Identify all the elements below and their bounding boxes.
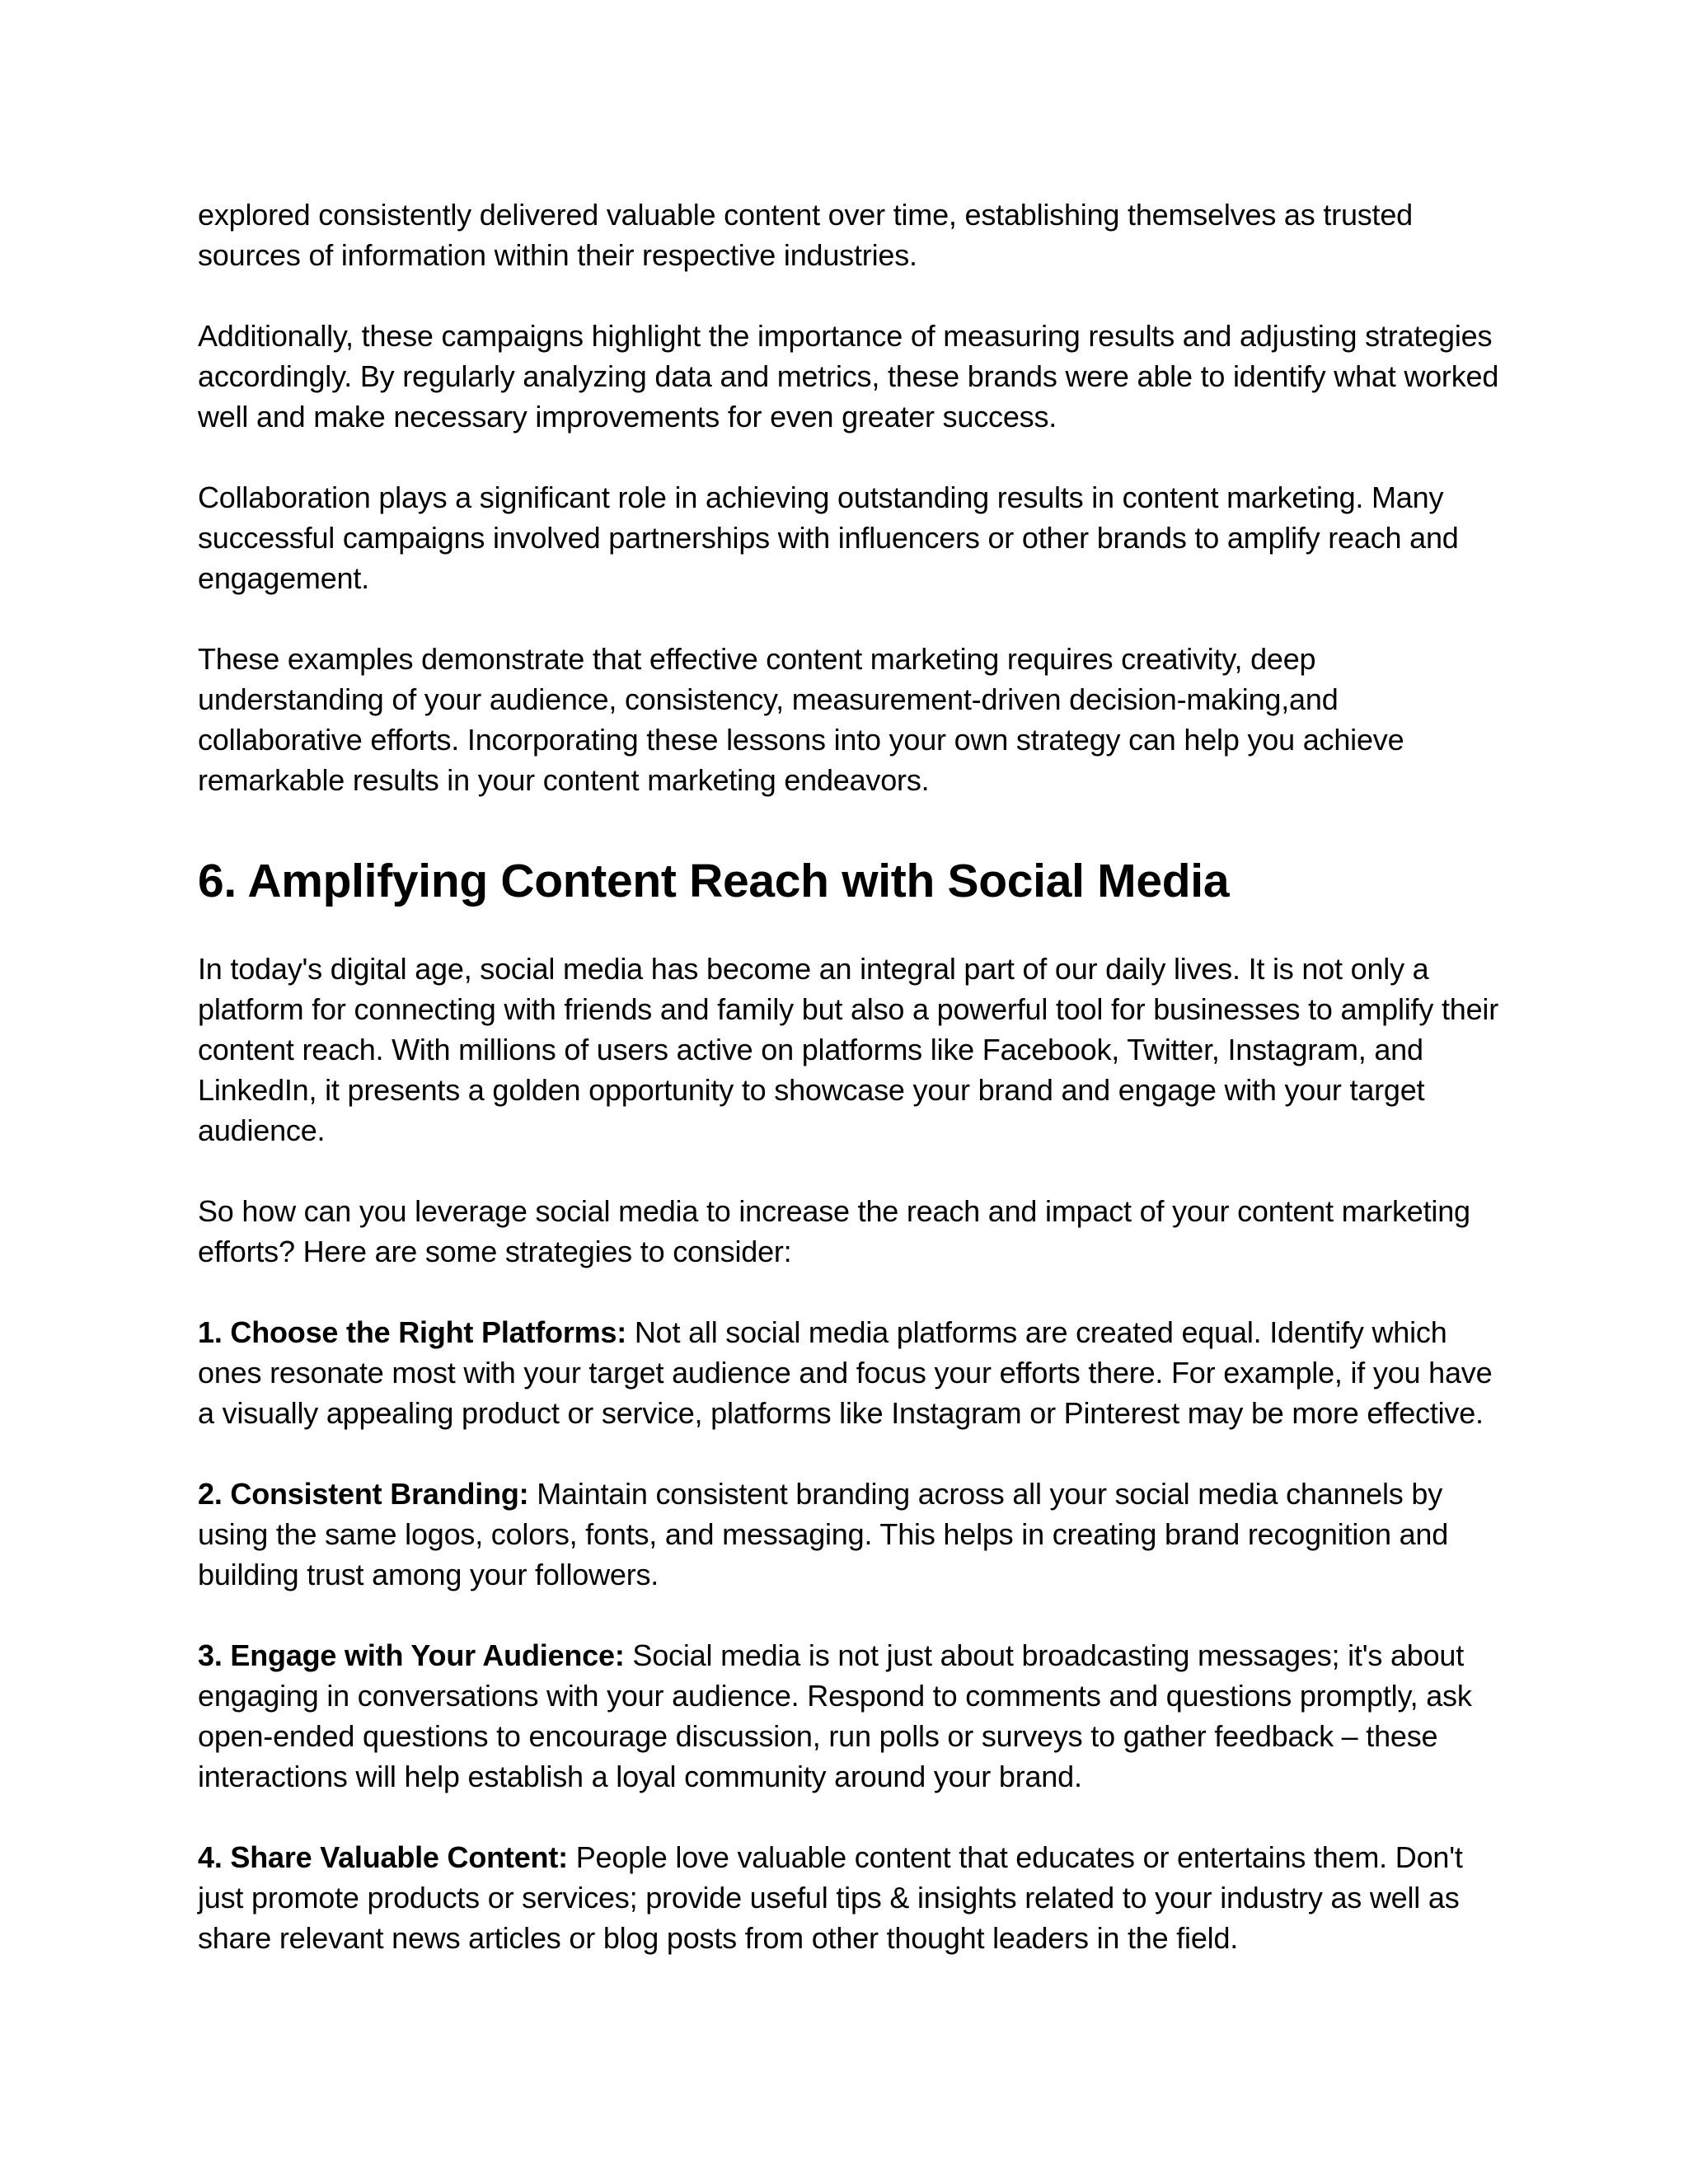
strategy-item bbox=[198, 1635, 1500, 1797]
strategy-title: 2. Consistent Branding: bbox=[198, 1477, 529, 1511]
intro-paragraph-4: These examples demonstrate that effective content marketing requires creativity, deep understanding of your audience, consistency, measurement-driven decision-making,and collaborative efforts. Incorporating these lessons into your own strategy can help you achieve remarkable results in your content marketing endeavors. bbox=[198, 642, 1404, 797]
intro-paragraph-1: explored consistently delivered valuable content over time, establishing themselves as trusted sources of information within their respective industries. bbox=[198, 198, 1414, 272]
strategy-text: Maintain consistent branding across all your social media channels by using the same logos, colors, fonts, and messaging. This helps in creating brand recognition and building trust among your followers. bbox=[198, 1477, 1449, 1591]
strategy-item bbox=[198, 1312, 1500, 1433]
strategy-item bbox=[198, 1837, 1500, 1958]
strategy-title: 1. Choose the Right Platforms: bbox=[198, 1315, 627, 1349]
strategy-text: People love valuable content that educates or entertains them. Don't just promote products or services; provide useful tips & insights related to your industry as well as share relevant news articles or blog posts from other thought leaders in the field. bbox=[198, 1840, 1463, 1955]
section-paragraph-1: In today's digital age, social media has become an integral part of our daily lives. It is not only a platform for connecting with friends and family but also a powerful tool for businesses to amplify their content reach. With millions of users active on platforms like Facebook, Twitter, Instagram, and LinkedIn, it presents a golden opportunity to showcase your brand and engage with your target audience. bbox=[198, 952, 1498, 1147]
strategy-item bbox=[198, 1474, 1500, 1595]
intro-paragraph-2: Additionally, these campaigns highlight the importance of measuring results and adjusting strategies accordingly. By regularly analyzing data and metrics, these brands were able to identify what worked well and make necessary improvements for even greater success. bbox=[198, 319, 1499, 434]
intro-paragraph-3: Collaboration plays a significant role in achieving outstanding results in content marketing. Many successful campaigns involved partnerships with influencers or other brands to amplify reach and engagement. bbox=[198, 480, 1459, 595]
section-heading: 6. Amplifying Content Reach with Social Media bbox=[198, 855, 1230, 907]
strategy-text: Not all social media platforms are created equal. Identify which ones resonate most with your target audience and focus your efforts there. For example, if you have a visually appealing product or service, platforms like Instagram or Pinterest may be more effective. bbox=[198, 1315, 1493, 1430]
strategy-title: 4. Share Valuable Content: bbox=[198, 1840, 568, 1874]
section-paragraph-2: So how can you leverage social media to increase the reach and impact of your content marketing efforts? Here are some strategies to consider: bbox=[198, 1194, 1470, 1268]
strategy-title: 3. Engage with Your Audience: bbox=[198, 1638, 625, 1672]
strategy-text: Social media is not just about broadcasting messages; it's about engaging in conversations with your audience. Respond to comments and questions promptly, ask open-ended questions to encourage discussion, run polls or surveys to gather feedback – these interactions will help establish a loyal community around your brand. bbox=[198, 1638, 1472, 1793]
